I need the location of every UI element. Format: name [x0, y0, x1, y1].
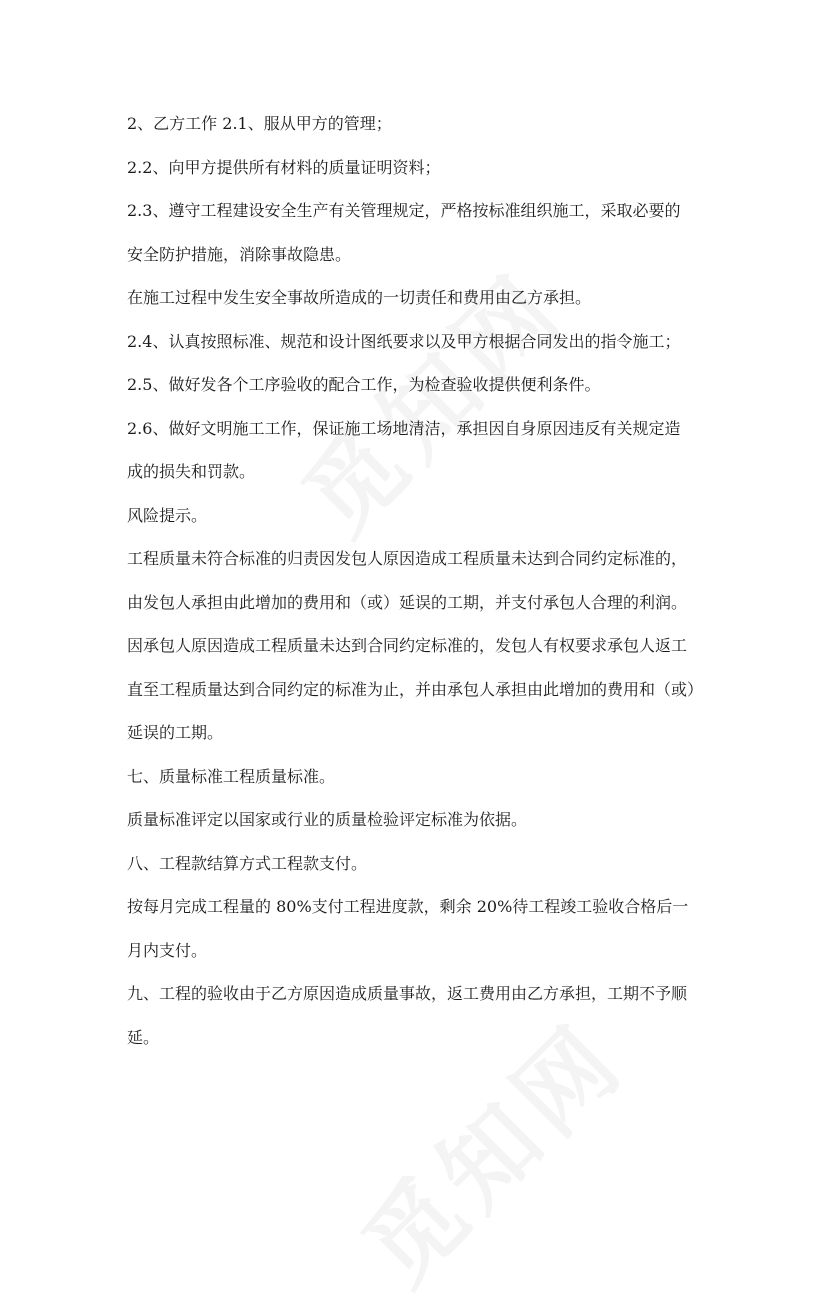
text-line: 成的损失和罚款。: [127, 462, 256, 481]
text-line: 2.3、遵守工程建设安全生产有关管理规定，严格按标准组织施工，采取必要的: [127, 201, 681, 220]
text-line: 因承包人原因造成工程质量未达到合同约定标准的，发包人有权要求承包人返工: [127, 636, 688, 655]
section-heading: 九、工程的验收由于乙方原因造成质量事故，返工费用由乙方承担，工期不予顺: [127, 984, 688, 1003]
text-line: 2.2、向甲方提供所有材料的质量证明资料；: [127, 157, 441, 177]
document-body: [127, 106, 727, 1063]
section-heading: 七、质量标准工程质量标准。: [127, 766, 336, 786]
text-line: 月内支付。: [127, 940, 208, 960]
text-line: 工程质量未符合标准的归责因发包人原因造成工程质量未达到合同约定标准的，: [127, 549, 688, 568]
text-line: 直至工程质量达到合同约定的标准为止，并由承包人承担由此增加的费用和（或）: [127, 679, 704, 699]
text-line: 安全防护措施，消除事故隐患。: [127, 244, 352, 264]
text-line: 2.4、认真按照标准、规范和设计图纸要求以及甲方根据合同发出的指令施工；: [127, 331, 681, 351]
text-line: 按每月完成工程量的 80%支付工程进度款，剩余 20%待工程竣工验收合格后一: [127, 897, 689, 916]
text-line: 延。: [127, 1027, 160, 1047]
text-line: 2.6、做好文明施工工作，保证施工场地清洁，承担因自身原因违反有关规定造: [127, 418, 681, 438]
text-line: 质量标准评定以国家或行业的质量检验评定标准为依据。: [127, 810, 528, 829]
text-line: 2、乙方工作 2.1、服从甲方的管理；: [127, 114, 392, 133]
section-heading: 风险提示。: [127, 505, 208, 525]
section-heading: 八、工程款结算方式工程款支付。: [127, 853, 368, 873]
text-line: 在施工过程中发生安全事故所造成的一切责任和费用由乙方承担。: [127, 288, 592, 307]
text-line: 由发包人承担由此增加的费用和（或）延误的工期，并支付承包人合理的利润。: [127, 592, 688, 612]
text-line: 延误的工期。: [127, 723, 224, 742]
text-line: 2.5、做好发各个工序验收的配合工作，为检查验收提供便利条件。: [127, 375, 601, 394]
